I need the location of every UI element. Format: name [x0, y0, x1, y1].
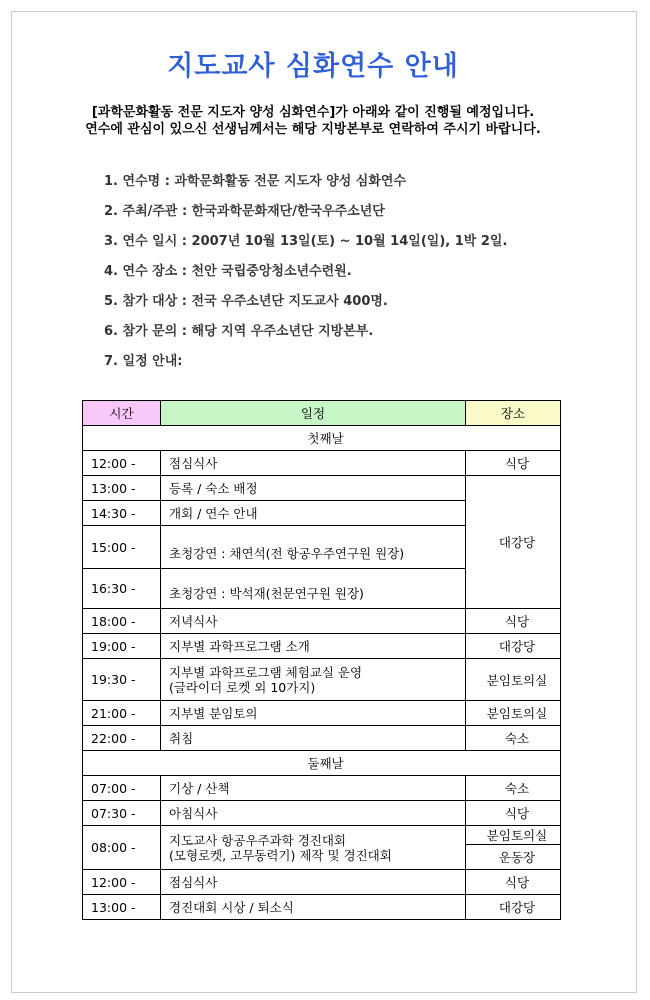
- info-list: [104, 172, 604, 382]
- place-cell: 식당: [466, 451, 561, 476]
- schedule-table: [82, 400, 561, 920]
- place-cell: 분임토의실: [466, 659, 561, 701]
- table-row: [83, 609, 561, 634]
- info-item-date: 3. 연수 일시 : 2007년 10월 13일(토) ~ 10월 14일(일), 1박 2일.: [104, 234, 508, 249]
- event-cell: 초청강연 : 채연석(전 항공우주연구원 원장): [161, 526, 466, 569]
- header-place: 장소: [466, 401, 561, 426]
- table-row: [83, 776, 561, 801]
- table-row: [83, 476, 561, 501]
- time-cell: 16:30 -: [83, 569, 161, 609]
- day-label-2: 둘째날: [83, 751, 561, 776]
- info-item-participants: 5. 참가 대상 : 전국 우주소년단 지도교사 400명.: [104, 294, 388, 309]
- intro-line: [과학문화활동 전문 지도자 양성 심화연수]가 아래와 같이 진행될 예정입니다.: [91, 105, 535, 120]
- table-row: [83, 726, 561, 751]
- info-item-contact: 6. 참가 문의 : 해당 지역 우주소년단 지방본부.: [104, 324, 374, 339]
- day-row: [83, 426, 561, 451]
- info-item-host: 2. 주최/주관 : 한국과학문화재단/한국우주소년단: [104, 204, 385, 219]
- table-row: [83, 659, 561, 701]
- time-cell: 14:30 -: [83, 501, 161, 526]
- time-cell: 13:00 -: [83, 895, 161, 920]
- event-line: (글라이더 로켓 외 10가지): [169, 679, 316, 695]
- table-row: [83, 895, 561, 920]
- event-cell: 취침: [161, 726, 466, 751]
- table-row: [83, 634, 561, 659]
- place-cell: 숙소: [466, 726, 561, 751]
- place-cell: 식당: [466, 609, 561, 634]
- table-row: [83, 801, 561, 826]
- time-cell: 12:00 -: [83, 870, 161, 895]
- time-cell: 21:00 -: [83, 701, 161, 726]
- event-line: 지부별 과학프로그램 체험교실 운영: [169, 664, 363, 680]
- event-cell: 저녁식사: [161, 609, 466, 634]
- time-cell: 12:00 -: [83, 451, 161, 476]
- intro-line: 연수에 관심이 있으신 선생님께서는 해당 지방본부로 연락하여 주시기 바랍니다.: [85, 122, 541, 137]
- table-row: [83, 701, 561, 726]
- place-cell: 분임토의실: [466, 826, 561, 845]
- info-item-schedule: 7. 일정 안내:: [104, 354, 183, 369]
- event-cell: 지부별 분임토의: [161, 701, 466, 726]
- place-cell: 대강당: [466, 634, 561, 659]
- place-cell: 식당: [466, 870, 561, 895]
- event-cell: [161, 659, 466, 701]
- event-line: (모형로켓, 고무동력기) 제작 및 경진대회: [169, 847, 392, 863]
- time-cell: 22:00 -: [83, 726, 161, 751]
- info-item-name: 1. 연수명 : 과학문화활동 전문 지도자 양성 심화연수: [104, 174, 407, 189]
- time-cell: 18:00 -: [83, 609, 161, 634]
- time-cell: 15:00 -: [83, 526, 161, 569]
- event-cell: 아침식사: [161, 801, 466, 826]
- day-label-1: 첫째날: [83, 426, 561, 451]
- table-header-row: [83, 401, 561, 426]
- place-cell: 대강당: [466, 476, 561, 609]
- day-row: [83, 751, 561, 776]
- time-cell: 19:00 -: [83, 634, 161, 659]
- event-cell: [161, 826, 466, 870]
- event-cell: 등록 / 숙소 배정: [161, 476, 466, 501]
- event-cell: 초청강연 : 박석재(천문연구원 원장): [161, 569, 466, 609]
- header-event: 일정: [161, 401, 466, 426]
- time-cell: 13:00 -: [83, 476, 161, 501]
- page-title: 지도교사 심화연수 안내: [167, 51, 459, 82]
- place-cell: 분임토의실: [466, 701, 561, 726]
- time-cell: 19:30 -: [83, 659, 161, 701]
- time-cell: 08:00 -: [83, 826, 161, 870]
- place-cell: 숙소: [466, 776, 561, 801]
- time-cell: 07:30 -: [83, 801, 161, 826]
- intro-text: [0, 104, 626, 138]
- table-row: [83, 826, 561, 845]
- event-cell: 개회 / 연수 안내: [161, 501, 466, 526]
- event-cell: 지부별 과학프로그램 소개: [161, 634, 466, 659]
- place-cell: 식당: [466, 801, 561, 826]
- event-cell: 점심식사: [161, 451, 466, 476]
- info-item-venue: 4. 연수 장소 : 천안 국립중앙청소년수련원.: [104, 264, 352, 279]
- event-cell: 경진대회 시상 / 퇴소식: [161, 895, 466, 920]
- table-row: [83, 451, 561, 476]
- event-cell: 점심식사: [161, 870, 466, 895]
- event-cell: 기상 / 산책: [161, 776, 466, 801]
- header-time: 시간: [83, 401, 161, 426]
- table-row: [83, 870, 561, 895]
- time-cell: 07:00 -: [83, 776, 161, 801]
- event-line: 지도교사 항공우주과학 경진대회: [169, 832, 346, 848]
- place-cell: 대강당: [466, 895, 561, 920]
- place-cell: 운동장: [466, 845, 561, 870]
